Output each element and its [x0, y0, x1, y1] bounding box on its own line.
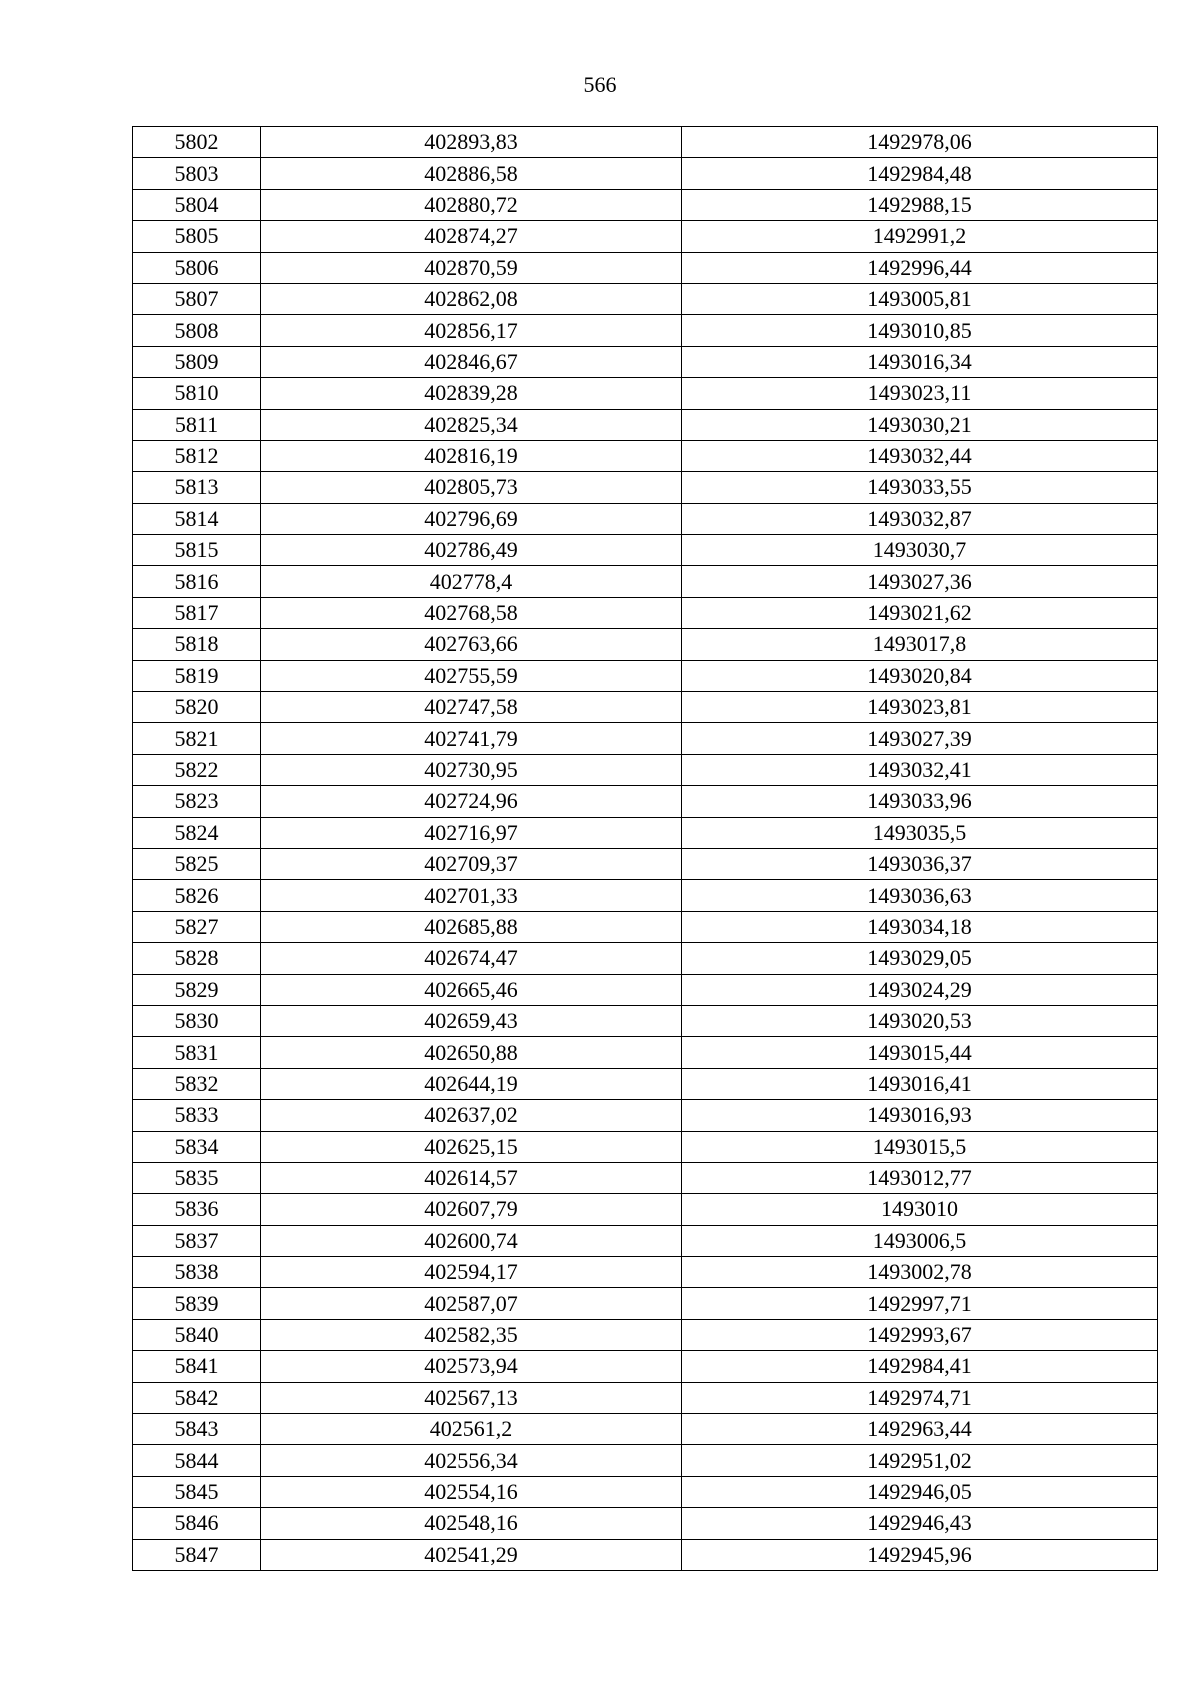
x-coordinate-cell: 402637,02: [261, 1100, 682, 1131]
table-row: [133, 848, 1158, 879]
x-coordinate-cell: 402796,69: [261, 503, 682, 534]
point-number-cell: 5841: [133, 1351, 261, 1382]
table-row: [133, 817, 1158, 848]
y-coordinate-cell: 1493027,39: [682, 723, 1158, 754]
point-number-cell: 5826: [133, 880, 261, 911]
point-number-cell: 5833: [133, 1100, 261, 1131]
table-row: [133, 943, 1158, 974]
point-number-cell: 5836: [133, 1194, 261, 1225]
table-row: [133, 880, 1158, 911]
point-number-cell: 5815: [133, 535, 261, 566]
x-coordinate-cell: 402573,94: [261, 1351, 682, 1382]
y-coordinate-cell: 1493032,44: [682, 440, 1158, 471]
x-coordinate-cell: 402768,58: [261, 597, 682, 628]
x-coordinate-cell: 402600,74: [261, 1225, 682, 1256]
point-number-cell: 5846: [133, 1508, 261, 1539]
table-row: [133, 158, 1158, 189]
table-row: [133, 1351, 1158, 1382]
table-row: [133, 1005, 1158, 1036]
table-row: [133, 566, 1158, 597]
point-number-cell: 5838: [133, 1257, 261, 1288]
x-coordinate-cell: 402846,67: [261, 346, 682, 377]
x-coordinate-cell: 402886,58: [261, 158, 682, 189]
table-row: [133, 1319, 1158, 1350]
table-row: [133, 974, 1158, 1005]
coordinates-table-body: [133, 127, 1158, 1571]
x-coordinate-cell: 402856,17: [261, 315, 682, 346]
x-coordinate-cell: 402747,58: [261, 692, 682, 723]
table-row: [133, 283, 1158, 314]
x-coordinate-cell: 402674,47: [261, 943, 682, 974]
point-number-cell: 5822: [133, 754, 261, 785]
x-coordinate-cell: 402561,2: [261, 1414, 682, 1445]
x-coordinate-cell: 402548,16: [261, 1508, 682, 1539]
y-coordinate-cell: 1493016,93: [682, 1100, 1158, 1131]
table-row: [133, 1194, 1158, 1225]
x-coordinate-cell: 402755,59: [261, 660, 682, 691]
x-coordinate-cell: 402567,13: [261, 1382, 682, 1413]
table-row: [133, 754, 1158, 785]
y-coordinate-cell: 1493029,05: [682, 943, 1158, 974]
y-coordinate-cell: 1492946,05: [682, 1476, 1158, 1507]
point-number-cell: 5842: [133, 1382, 261, 1413]
table-row: [133, 1162, 1158, 1193]
x-coordinate-cell: 402839,28: [261, 378, 682, 409]
table-row: [133, 378, 1158, 409]
table-row: [133, 723, 1158, 754]
table-row: [133, 503, 1158, 534]
table-row: [133, 409, 1158, 440]
y-coordinate-cell: 1492963,44: [682, 1414, 1158, 1445]
y-coordinate-cell: 1493002,78: [682, 1257, 1158, 1288]
table-row: [133, 692, 1158, 723]
y-coordinate-cell: 1493016,34: [682, 346, 1158, 377]
point-number-cell: 5845: [133, 1476, 261, 1507]
x-coordinate-cell: 402893,83: [261, 127, 682, 158]
point-number-cell: 5814: [133, 503, 261, 534]
point-number-cell: 5809: [133, 346, 261, 377]
table-row: [133, 315, 1158, 346]
x-coordinate-cell: 402541,29: [261, 1539, 682, 1570]
x-coordinate-cell: 402625,15: [261, 1131, 682, 1162]
point-number-cell: 5816: [133, 566, 261, 597]
table-row: [133, 252, 1158, 283]
x-coordinate-cell: 402587,07: [261, 1288, 682, 1319]
point-number-cell: 5812: [133, 440, 261, 471]
point-number-cell: 5811: [133, 409, 261, 440]
y-coordinate-cell: 1492988,15: [682, 189, 1158, 220]
x-coordinate-cell: 402724,96: [261, 786, 682, 817]
y-coordinate-cell: 1492978,06: [682, 127, 1158, 158]
x-coordinate-cell: 402665,46: [261, 974, 682, 1005]
table-row: [133, 189, 1158, 220]
table-row: [133, 1508, 1158, 1539]
point-number-cell: 5802: [133, 127, 261, 158]
y-coordinate-cell: 1493017,8: [682, 629, 1158, 660]
table-row: [133, 346, 1158, 377]
y-coordinate-cell: 1493033,55: [682, 472, 1158, 503]
point-number-cell: 5847: [133, 1539, 261, 1570]
table-row: [133, 1100, 1158, 1131]
x-coordinate-cell: 402607,79: [261, 1194, 682, 1225]
y-coordinate-cell: 1493032,87: [682, 503, 1158, 534]
x-coordinate-cell: 402554,16: [261, 1476, 682, 1507]
table-row: [133, 127, 1158, 158]
point-number-cell: 5803: [133, 158, 261, 189]
point-number-cell: 5834: [133, 1131, 261, 1162]
point-number-cell: 5807: [133, 283, 261, 314]
x-coordinate-cell: 402659,43: [261, 1005, 682, 1036]
table-row: [133, 221, 1158, 252]
y-coordinate-cell: 1492997,71: [682, 1288, 1158, 1319]
point-number-cell: 5843: [133, 1414, 261, 1445]
x-coordinate-cell: 402778,4: [261, 566, 682, 597]
y-coordinate-cell: 1492991,2: [682, 221, 1158, 252]
y-coordinate-cell: 1493010,85: [682, 315, 1158, 346]
table-row: [133, 1445, 1158, 1476]
table-row: [133, 1225, 1158, 1256]
point-number-cell: 5830: [133, 1005, 261, 1036]
y-coordinate-cell: 1493021,62: [682, 597, 1158, 628]
page-number: 566: [583, 72, 617, 97]
table-row: [133, 1037, 1158, 1068]
table-row: [133, 786, 1158, 817]
y-coordinate-cell: 1492951,02: [682, 1445, 1158, 1476]
x-coordinate-cell: 402650,88: [261, 1037, 682, 1068]
point-number-cell: 5805: [133, 221, 261, 252]
x-coordinate-cell: 402862,08: [261, 283, 682, 314]
point-number-cell: 5832: [133, 1068, 261, 1099]
table-row: [133, 1476, 1158, 1507]
point-number-cell: 5819: [133, 660, 261, 691]
x-coordinate-cell: 402825,34: [261, 409, 682, 440]
y-coordinate-cell: 1493005,81: [682, 283, 1158, 314]
table-row: [133, 911, 1158, 942]
y-coordinate-cell: 1493027,36: [682, 566, 1158, 597]
x-coordinate-cell: 402556,34: [261, 1445, 682, 1476]
table-row: [133, 1414, 1158, 1445]
x-coordinate-cell: 402701,33: [261, 880, 682, 911]
y-coordinate-cell: 1492996,44: [682, 252, 1158, 283]
y-coordinate-cell: 1493030,21: [682, 409, 1158, 440]
point-number-cell: 5835: [133, 1162, 261, 1193]
x-coordinate-cell: 402870,59: [261, 252, 682, 283]
x-coordinate-cell: 402582,35: [261, 1319, 682, 1350]
x-coordinate-cell: 402741,79: [261, 723, 682, 754]
point-number-cell: 5839: [133, 1288, 261, 1319]
point-number-cell: 5824: [133, 817, 261, 848]
table-row: [133, 1382, 1158, 1413]
point-number-cell: 5844: [133, 1445, 261, 1476]
y-coordinate-cell: 1492945,96: [682, 1539, 1158, 1570]
x-coordinate-cell: 402709,37: [261, 848, 682, 879]
y-coordinate-cell: 1493023,11: [682, 378, 1158, 409]
x-coordinate-cell: 402614,57: [261, 1162, 682, 1193]
point-number-cell: 5810: [133, 378, 261, 409]
y-coordinate-cell: 1493012,77: [682, 1162, 1158, 1193]
y-coordinate-cell: 1493035,5: [682, 817, 1158, 848]
x-coordinate-cell: 402816,19: [261, 440, 682, 471]
y-coordinate-cell: 1493010: [682, 1194, 1158, 1225]
y-coordinate-cell: 1493016,41: [682, 1068, 1158, 1099]
table-row: [133, 1131, 1158, 1162]
table-row: [133, 629, 1158, 660]
x-coordinate-cell: 402805,73: [261, 472, 682, 503]
x-coordinate-cell: 402644,19: [261, 1068, 682, 1099]
y-coordinate-cell: 1493024,29: [682, 974, 1158, 1005]
x-coordinate-cell: 402874,27: [261, 221, 682, 252]
table-row: [133, 660, 1158, 691]
table-row: [133, 1068, 1158, 1099]
point-number-cell: 5825: [133, 848, 261, 879]
point-number-cell: 5821: [133, 723, 261, 754]
y-coordinate-cell: 1493015,5: [682, 1131, 1158, 1162]
point-number-cell: 5837: [133, 1225, 261, 1256]
point-number-cell: 5829: [133, 974, 261, 1005]
table-row: [133, 535, 1158, 566]
table-row: [133, 1539, 1158, 1570]
table-row: [133, 440, 1158, 471]
y-coordinate-cell: 1493023,81: [682, 692, 1158, 723]
y-coordinate-cell: 1493036,63: [682, 880, 1158, 911]
coordinates-table: [132, 126, 1158, 1571]
y-coordinate-cell: 1493020,84: [682, 660, 1158, 691]
x-coordinate-cell: 402730,95: [261, 754, 682, 785]
x-coordinate-cell: 402594,17: [261, 1257, 682, 1288]
point-number-cell: 5808: [133, 315, 261, 346]
point-number-cell: 5817: [133, 597, 261, 628]
point-number-cell: 5818: [133, 629, 261, 660]
table-row: [133, 597, 1158, 628]
point-number-cell: 5823: [133, 786, 261, 817]
x-coordinate-cell: 402685,88: [261, 911, 682, 942]
y-coordinate-cell: 1493020,53: [682, 1005, 1158, 1036]
point-number-cell: 5820: [133, 692, 261, 723]
point-number-cell: 5813: [133, 472, 261, 503]
point-number-cell: 5827: [133, 911, 261, 942]
x-coordinate-cell: 402763,66: [261, 629, 682, 660]
x-coordinate-cell: 402880,72: [261, 189, 682, 220]
x-coordinate-cell: 402716,97: [261, 817, 682, 848]
y-coordinate-cell: 1493032,41: [682, 754, 1158, 785]
y-coordinate-cell: 1493006,5: [682, 1225, 1158, 1256]
table-row: [133, 1257, 1158, 1288]
y-coordinate-cell: 1492984,41: [682, 1351, 1158, 1382]
y-coordinate-cell: 1492984,48: [682, 158, 1158, 189]
point-number-cell: 5806: [133, 252, 261, 283]
y-coordinate-cell: 1493036,37: [682, 848, 1158, 879]
table-row: [133, 472, 1158, 503]
point-number-cell: 5828: [133, 943, 261, 974]
point-number-cell: 5831: [133, 1037, 261, 1068]
table-row: [133, 1288, 1158, 1319]
y-coordinate-cell: 1493033,96: [682, 786, 1158, 817]
point-number-cell: 5840: [133, 1319, 261, 1350]
y-coordinate-cell: 1493030,7: [682, 535, 1158, 566]
y-coordinate-cell: 1493034,18: [682, 911, 1158, 942]
y-coordinate-cell: 1492974,71: [682, 1382, 1158, 1413]
y-coordinate-cell: 1492946,43: [682, 1508, 1158, 1539]
y-coordinate-cell: 1493015,44: [682, 1037, 1158, 1068]
point-number-cell: 5804: [133, 189, 261, 220]
x-coordinate-cell: 402786,49: [261, 535, 682, 566]
y-coordinate-cell: 1492993,67: [682, 1319, 1158, 1350]
